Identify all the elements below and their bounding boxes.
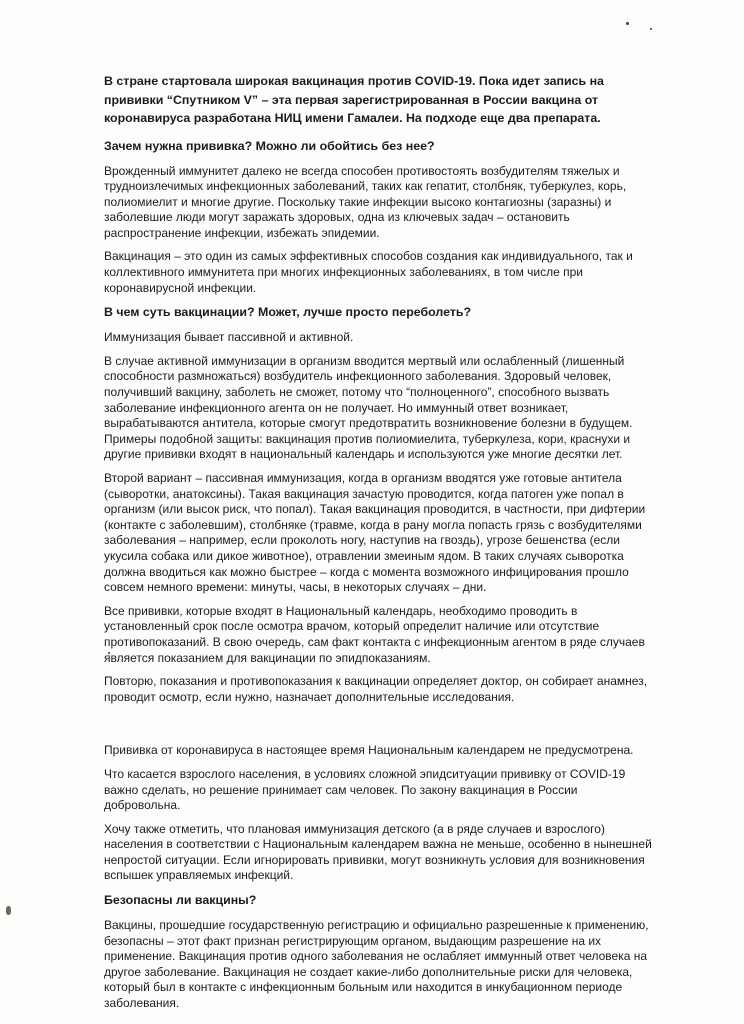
paragraph: Прививка от коронавируса в настоящее время Национальным календарем не предусмотрена. [104, 743, 634, 758]
lead-paragraph: В стране стартовала широкая вакцинация против COVID-19. Пока идет запись на прививки “Спутником V” – эта первая зарегистрированная в России вакцина от коронавируса разработана НИЦ имени Гамалеи. На подходе еще два препарата. [104, 74, 604, 125]
scan-speck [626, 22, 629, 25]
section-heading: В чем суть вакцинации? Может, лучше просто переболеть? [104, 305, 472, 320]
scan-speck [650, 28, 652, 30]
section-why-vaccinate [104, 138, 652, 297]
paragraph: Хочу также отметить, что плановая иммунизация детского (а в ряде случаев и взрослого) населения в соответствии с Национальным календарем важна не меньше, особенно в нынешней непростой ситуации. Если игнорировать прививки, могут возникнуть условия для возникновения вспышек управляемых инфекций. [104, 821, 652, 883]
paragraph: Вакцинация – это один из самых эффективных способов создания как индивидуального, так и коллективного иммунитета при многих инфекционных заболеваниях, в том числе при коронавирусной инфекции. [104, 249, 633, 295]
section-heading: Зачем нужна прививка? Можно ли обойтись без нее? [104, 138, 435, 153]
paragraph: Вакцины, прошедшие государственную регистрацию и официально разрешенные к применению, безопасны – этот факт признан регистрирующим органом, выдающим разрешение на их применение. Вакцинация против одного заболевания не ослабляет иммунный ответ человека на другое заболевание. Вакцинация не создает какие-либо дополнительные риски для человека, который был в контакте с инфекционным больным или находится в инкубационном периоде заболевания. [104, 918, 649, 1011]
paragraph: Все прививки, которые входят в Национальный календарь, необходимо проводить в установленный срок после осмотра врачом, который определит наличие или отсутствие противопоказаний. В свою очередь, сам факт контакта с инфекционным агентом в ряде случаев является показанием для вакцинации по эпидпоказаниям. [104, 603, 645, 665]
paragraph: Повторю, показания и противопоказания к вакцинации определяет доктор, он собирает анамнез, проводит осмотр, если нужно, назначает дополнительные исследования. [104, 674, 648, 704]
section-vaccination-essence [104, 304, 652, 705]
spacer [104, 713, 652, 743]
document-page [104, 72, 652, 1020]
section-coronavirus-vaccine [104, 743, 652, 884]
paragraph: Второй вариант – пассивная иммунизация, когда в организм вводятся уже готовые антитела (сыворотки, анатоксины). Такая вакцинация зачастую проводится, когда патоген уже попал в организм (или высок риск, что попал). Такая вакцинация проводится, в частности, при дифтерии (контакте с заболевшим), столбняке (травме, когда в рану могла попасть грязь с возбудителями заболевания – например, если проколоть ногу, наступив на гвоздь), угрозе бешенства (если укусила собака или дикое животное), отравлении змеиным ядом. В таких случаях сыворотка должна вводиться как можно быстрее – когда с момента возможного инфицирования прошло совсем немного времени: минуты, часы, в некоторых случаях – дни. [104, 471, 646, 595]
paragraph: Что касается взрослого населения, в условиях сложной эпидситуации прививку от COVID-19 важно сделать, но решение принимает сам человек. По закону вакцинация в России добровольна. [104, 766, 626, 813]
scan-speck [6, 906, 11, 915]
paragraph: Иммунизация бывает пассивной и активной. [104, 330, 354, 345]
section-vaccine-safety [104, 892, 652, 1012]
paragraph: В случае активной иммунизации в организм вводится мертвый или ослабленный (лишенный способности размножаться) возбудитель инфекционного заболевания. Здоровый человек, получивший вакцину, заболеть не сможет, потому что “полноценного”, способного вызвать заболевание инфекционного агента он не получает. Но иммунный ответ возникает, вырабатываются антитела, которые смогут предотвратить возникновение болезни в будущем. Примеры подобной защиты: вакцинация против полиомиелита, туберкулеза, кори, краснухи и другие прививки входят в национальный календарь и используются уже многие десятки лет. [104, 353, 633, 462]
section-heading: Безопасны ли вакцины? [104, 893, 257, 908]
paragraph: Врожденный иммунитет далеко не всегда способен противостоять возбудителям тяжелых и трудноизлечимых инфекционных заболеваний, таких как гепатит, столбняк, туберкулез, корь, полиомиелит и многие другие. Поскольку такие инфекции высоко контагиозны (заразны) и заболевшие люди могут заражать здоровых, одна из ключевых задач – остановить распространение инфекции, избежать эпидемии. [104, 163, 627, 240]
